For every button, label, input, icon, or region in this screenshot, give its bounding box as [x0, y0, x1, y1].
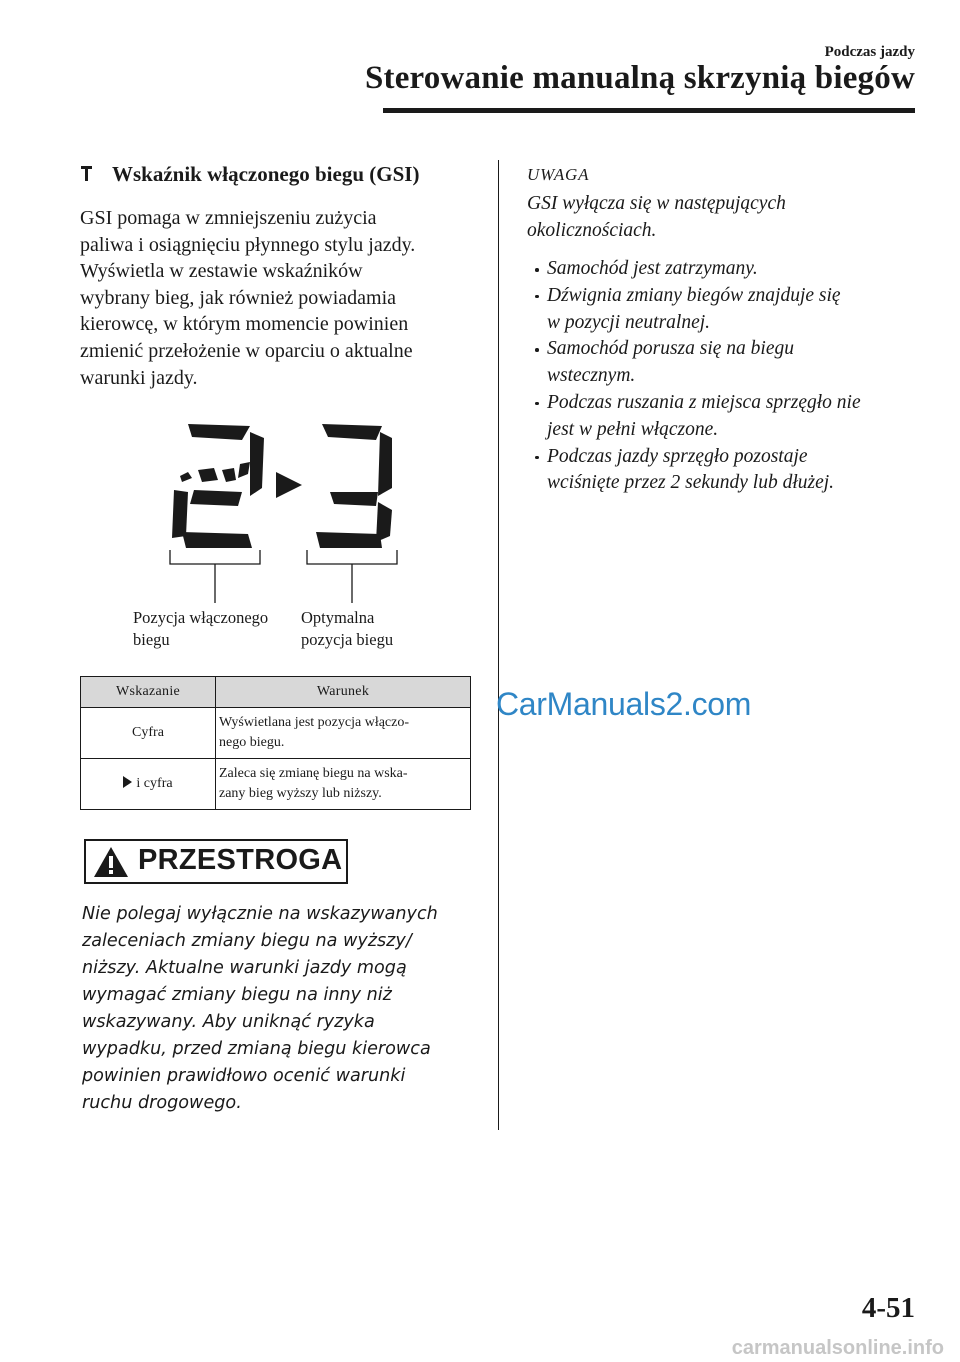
- caution-label: PRZESTROGA: [138, 844, 343, 876]
- paragraph-line: Wyświetla w zestawie wskaźników: [80, 260, 363, 283]
- digit-two-icon: [172, 424, 264, 548]
- caption-current-gear: Pozycja włączonego biegu: [133, 608, 269, 649]
- paragraph-line: GSI pomaga w zmniejszeniu zużycia: [80, 207, 377, 229]
- bullet-icon: [535, 456, 539, 460]
- shift-arrow-icon: [276, 472, 302, 498]
- column-divider: [498, 160, 499, 1130]
- page-number: 4-51: [861, 1292, 915, 1324]
- watermark-carmanuals2: CarManuals2.com: [496, 686, 752, 722]
- bullet-icon: [535, 402, 539, 406]
- list-item: Samochód jest zatrzymany.: [527, 256, 927, 283]
- section-title: Wskaźnik włączonego biegu (GSI): [112, 162, 420, 186]
- page-title: Sterowanie manualną skrzynią biegów: [364, 60, 915, 96]
- paragraph-line: warunki jazdy.: [80, 366, 198, 389]
- header-section: Podczas jazdy: [824, 44, 915, 60]
- note-title: UWAGA: [527, 165, 590, 184]
- indication-table: [80, 676, 471, 810]
- table-header-condition: Warunek: [216, 677, 471, 708]
- table-row: [81, 759, 471, 810]
- paragraph-line: wybrany bieg, jak również powiadamia: [80, 286, 397, 309]
- bullet-icon: [535, 295, 539, 299]
- paragraph-line: zmienić przełożenie w oparciu o aktualne: [80, 339, 413, 362]
- section-bullet-icon: [81, 166, 92, 181]
- bullet-icon: [535, 268, 539, 272]
- warning-icon: [93, 846, 129, 878]
- paragraph-line: paliwa i osiągnięciu płynnego stylu jazdy.: [80, 233, 416, 256]
- table-cell-condition: Zaleca się zmianę biegu na wska- zany bieg wyższy lub niższy.: [216, 759, 471, 810]
- caption-brackets: [170, 550, 397, 603]
- table-cell-indication: i cyfra: [81, 759, 216, 810]
- note-lead: GSI wyłącza się w następujących okolicznościach.: [527, 193, 786, 241]
- table-cell-condition: Wyświetlana jest pozycja włączo- nego biegu.: [216, 708, 471, 759]
- header-rule: [383, 108, 915, 113]
- paragraph-line: kierowcę, w którym momencie powinien: [80, 313, 409, 336]
- table-header-indication: Wskazanie: [81, 677, 216, 708]
- caution-text: Nie polegaj wyłącznie na wskazywanych zaleceniach zmiany biegu na wyższy/ niższy. Aktualne warunki jazdy mogą wymagać zmiany biegu na inny niż wskazywany. Aby uniknąć ryzyka wypadku, przed zmianą biegu kierowca powinien prawidłowo ocenić warunki ruchu drogowego.: [82, 904, 438, 1113]
- caution-box: [84, 839, 348, 884]
- section-paragraph: [80, 205, 480, 391]
- digit-three-icon: [316, 424, 392, 548]
- list-item: Podczas ruszania z miejsca sprzęgło nie jest w pełni włączone.: [527, 390, 927, 444]
- bullet-icon: [535, 348, 539, 352]
- list-item: Dźwignia zmiany biegów znajduje się w pozycji neutralnej.: [527, 283, 927, 337]
- list-item: Podczas jazdy sprzęgło pozostaje wciśnięte przez 2 sekundy lub dłużej.: [527, 444, 927, 498]
- caption-optimal-gear: Optymalna pozycja biegu: [301, 608, 394, 649]
- gsi-display-diagram: [130, 410, 450, 610]
- shift-arrow-icon: [123, 776, 132, 788]
- table-cell-indication: Cyfra: [81, 708, 216, 759]
- note-list: [527, 256, 927, 497]
- table-row: [81, 708, 471, 759]
- watermark-carmanualsonline: carmanualsonline.info: [731, 1337, 944, 1359]
- list-item: Samochód porusza się na biegu wstecznym.: [527, 336, 927, 390]
